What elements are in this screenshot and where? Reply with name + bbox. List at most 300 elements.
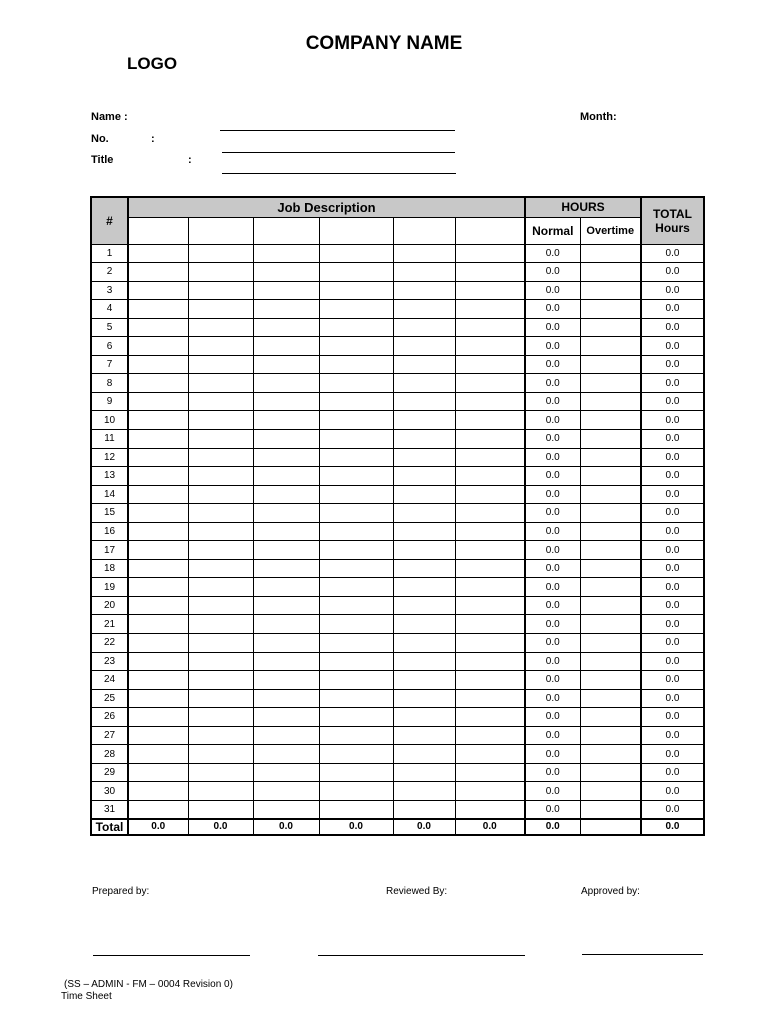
job-cell-4[interactable] [319,615,393,634]
job-cell-5[interactable] [393,281,455,300]
job-cell-2[interactable] [188,467,253,486]
job-col-4-header[interactable] [319,217,393,244]
overtime-hours-cell[interactable] [580,411,641,430]
job-cell-5[interactable] [393,485,455,504]
row-number: 20 [91,596,128,615]
overtime-hours-cell[interactable] [580,300,641,319]
name-field-line[interactable] [220,130,455,131]
table-row [91,763,704,782]
job-cell-1[interactable] [128,615,188,634]
job-cell-4[interactable] [319,633,393,652]
job-cell-4[interactable] [319,541,393,560]
job-cell-5[interactable] [393,652,455,671]
job-cell-5[interactable] [393,411,455,430]
normal-hours-cell[interactable]: 0.0 [525,541,580,560]
job-cell-3[interactable] [253,726,319,745]
overtime-hours-cell[interactable] [580,708,641,727]
job-cell-2[interactable] [188,745,253,764]
table-row [91,578,704,597]
normal-hours-cell[interactable]: 0.0 [525,374,580,393]
job-cell-3[interactable] [253,708,319,727]
overtime-hours-cell[interactable] [580,800,641,819]
job-cell-1[interactable] [128,671,188,690]
job-cell-2[interactable] [188,300,253,319]
overtime-hours-cell[interactable] [580,726,641,745]
job-cell-1[interactable] [128,726,188,745]
job-cell-3[interactable] [253,281,319,300]
job-cell-6[interactable] [455,429,525,448]
table-row [91,689,704,708]
overtime-hours-cell[interactable] [580,318,641,337]
job-cell-4[interactable] [319,559,393,578]
total-hours-cell: 0.0 [641,522,704,541]
normal-hours-cell[interactable]: 0.0 [525,263,580,282]
overtime-hours-cell[interactable] [580,689,641,708]
job-cell-1[interactable] [128,652,188,671]
normal-hours-cell[interactable]: 0.0 [525,300,580,319]
job-cell-2[interactable] [188,559,253,578]
job-cell-1[interactable] [128,708,188,727]
normal-hours-cell[interactable]: 0.0 [525,726,580,745]
overtime-hours-cell[interactable] [580,522,641,541]
job-description-header: Job Description [128,197,525,217]
overtime-hours-cell[interactable] [580,578,641,597]
job-cell-3[interactable] [253,745,319,764]
job-cell-5[interactable] [393,726,455,745]
job-cell-3[interactable] [253,429,319,448]
job-cell-5[interactable] [393,337,455,356]
job-cell-3[interactable] [253,596,319,615]
job-cell-2[interactable] [188,411,253,430]
job-cell-4[interactable] [319,429,393,448]
job-cell-2[interactable] [188,281,253,300]
job-cell-4[interactable] [319,596,393,615]
table-row [91,504,704,523]
row-number: 3 [91,281,128,300]
job-cell-1[interactable] [128,374,188,393]
job-cell-1[interactable] [128,300,188,319]
job-cell-3[interactable] [253,800,319,819]
overtime-hours-cell[interactable] [580,763,641,782]
job-cell-2[interactable] [188,263,253,282]
job-cell-1[interactable] [128,318,188,337]
normal-hours-cell[interactable]: 0.0 [525,355,580,374]
row-number: 24 [91,671,128,690]
job-cell-3[interactable] [253,392,319,411]
normal-hours-cell[interactable]: 0.0 [525,578,580,597]
row-number: 15 [91,504,128,523]
job-cell-2[interactable] [188,708,253,727]
title-colon: : [188,154,192,166]
job-cell-5[interactable] [393,244,455,263]
normal-hours-cell[interactable]: 0.0 [525,671,580,690]
overtime-hours-cell[interactable] [580,541,641,560]
job-cell-4[interactable] [319,244,393,263]
job-cell-4[interactable] [319,578,393,597]
overtime-hours-cell[interactable] [580,782,641,801]
job-cell-4[interactable] [319,726,393,745]
job-cell-1[interactable] [128,596,188,615]
table-row [91,318,704,337]
job-cell-4[interactable] [319,763,393,782]
job-cell-3[interactable] [253,763,319,782]
job-cell-3[interactable] [253,374,319,393]
normal-hours-cell[interactable]: 0.0 [525,411,580,430]
job-cell-3[interactable] [253,541,319,560]
job-cell-1[interactable] [128,281,188,300]
job-cell-2[interactable] [188,596,253,615]
job-cell-3[interactable] [253,263,319,282]
normal-hours-cell[interactable]: 0.0 [525,337,580,356]
overtime-hours-cell[interactable] [580,374,641,393]
normal-hours-cell[interactable]: 0.0 [525,763,580,782]
prepared-by-signature-line[interactable] [93,955,250,956]
row-number: 25 [91,689,128,708]
job-cell-6[interactable] [455,355,525,374]
no-colon: : [151,133,155,145]
total-overtime [580,819,641,835]
job-cell-1[interactable] [128,559,188,578]
job-cell-1[interactable] [128,504,188,523]
job-cell-1[interactable] [128,763,188,782]
overtime-hours-cell[interactable] [580,485,641,504]
job-cell-3[interactable] [253,448,319,467]
job-cell-6[interactable] [455,318,525,337]
job-cell-2[interactable] [188,318,253,337]
job-cell-6[interactable] [455,745,525,764]
job-cell-6[interactable] [455,411,525,430]
job-cell-6[interactable] [455,578,525,597]
normal-hours-cell[interactable]: 0.0 [525,429,580,448]
job-cell-6[interactable] [455,244,525,263]
job-cell-4[interactable] [319,411,393,430]
overtime-hours-cell[interactable] [580,448,641,467]
job-cell-5[interactable] [393,782,455,801]
normal-hours-cell[interactable]: 0.0 [525,559,580,578]
job-cell-5[interactable] [393,559,455,578]
job-cell-2[interactable] [188,800,253,819]
job-cell-1[interactable] [128,467,188,486]
overtime-hours-cell[interactable] [580,596,641,615]
total-job-col-2: 0.0 [188,819,253,835]
job-cell-5[interactable] [393,374,455,393]
total-hours-cell: 0.0 [641,411,704,430]
job-cell-3[interactable] [253,615,319,634]
job-cell-6[interactable] [455,615,525,634]
job-cell-1[interactable] [128,689,188,708]
overtime-hours-cell[interactable] [580,652,641,671]
job-cell-4[interactable] [319,522,393,541]
normal-hours-cell[interactable]: 0.0 [525,596,580,615]
total-hours-cell: 0.0 [641,429,704,448]
job-cell-5[interactable] [393,263,455,282]
job-cell-5[interactable] [393,800,455,819]
overtime-hours-cell[interactable] [580,745,641,764]
normal-hours-cell[interactable]: 0.0 [525,615,580,634]
job-cell-1[interactable] [128,485,188,504]
job-cell-2[interactable] [188,504,253,523]
job-cell-5[interactable] [393,541,455,560]
job-cell-5[interactable] [393,392,455,411]
job-cell-5[interactable] [393,355,455,374]
job-cell-2[interactable] [188,615,253,634]
overtime-hours-cell[interactable] [580,355,641,374]
job-cell-1[interactable] [128,392,188,411]
job-cell-5[interactable] [393,504,455,523]
job-cell-1[interactable] [128,263,188,282]
job-cell-1[interactable] [128,633,188,652]
job-cell-6[interactable] [455,800,525,819]
job-cell-6[interactable] [455,541,525,560]
job-cell-6[interactable] [455,671,525,690]
row-number: 10 [91,411,128,430]
normal-hours-cell[interactable]: 0.0 [525,745,580,764]
job-cell-2[interactable] [188,652,253,671]
job-cell-6[interactable] [455,689,525,708]
total-hours-cell: 0.0 [641,800,704,819]
no-field-line[interactable] [222,152,455,153]
job-cell-6[interactable] [455,596,525,615]
job-cell-2[interactable] [188,578,253,597]
job-cell-4[interactable] [319,504,393,523]
job-cell-6[interactable] [455,300,525,319]
job-cell-5[interactable] [393,745,455,764]
job-cell-4[interactable] [319,355,393,374]
normal-hours-cell[interactable]: 0.0 [525,782,580,801]
job-cell-3[interactable] [253,467,319,486]
normal-hours-cell[interactable]: 0.0 [525,392,580,411]
job-cell-5[interactable] [393,467,455,486]
job-cell-2[interactable] [188,763,253,782]
job-cell-3[interactable] [253,522,319,541]
job-col-6-header[interactable] [455,217,525,244]
job-cell-2[interactable] [188,429,253,448]
job-cell-1[interactable] [128,411,188,430]
job-cell-1[interactable] [128,355,188,374]
normal-hours-cell[interactable]: 0.0 [525,467,580,486]
job-cell-4[interactable] [319,800,393,819]
job-cell-6[interactable] [455,467,525,486]
overtime-hours-cell[interactable] [580,281,641,300]
job-cell-2[interactable] [188,782,253,801]
job-cell-3[interactable] [253,300,319,319]
job-cell-3[interactable] [253,244,319,263]
job-cell-4[interactable] [319,689,393,708]
job-cell-3[interactable] [253,318,319,337]
row-number: 22 [91,633,128,652]
reviewed-by-signature-line[interactable] [318,955,525,956]
job-cell-1[interactable] [128,782,188,801]
job-cell-5[interactable] [393,300,455,319]
approved-by-label: Approved by: [581,886,640,897]
job-cell-2[interactable] [188,671,253,690]
total-hours-cell: 0.0 [641,578,704,597]
job-cell-5[interactable] [393,429,455,448]
job-col-5-header[interactable] [393,217,455,244]
normal-hours-cell[interactable]: 0.0 [525,522,580,541]
job-cell-2[interactable] [188,689,253,708]
job-cell-5[interactable] [393,448,455,467]
job-col-3-header[interactable] [253,217,319,244]
job-cell-4[interactable] [319,263,393,282]
row-number: 12 [91,448,128,467]
normal-hours-cell[interactable]: 0.0 [525,633,580,652]
job-cell-3[interactable] [253,671,319,690]
job-cell-1[interactable] [128,522,188,541]
job-cell-1[interactable] [128,541,188,560]
job-col-2-header[interactable] [188,217,253,244]
job-cell-2[interactable] [188,541,253,560]
job-cell-3[interactable] [253,485,319,504]
job-cell-1[interactable] [128,800,188,819]
job-cell-2[interactable] [188,355,253,374]
overtime-hours-cell[interactable] [580,337,641,356]
overtime-hours-cell[interactable] [580,392,641,411]
job-cell-3[interactable] [253,633,319,652]
job-cell-6[interactable] [455,522,525,541]
normal-hours-cell[interactable]: 0.0 [525,281,580,300]
job-cell-2[interactable] [188,244,253,263]
job-cell-6[interactable] [455,263,525,282]
title-field-line[interactable] [222,173,456,174]
normal-hours-cell[interactable]: 0.0 [525,689,580,708]
row-number: 14 [91,485,128,504]
job-cell-4[interactable] [319,708,393,727]
overtime-hours-cell[interactable] [580,504,641,523]
job-cell-6[interactable] [455,763,525,782]
normal-hours-cell[interactable]: 0.0 [525,652,580,671]
job-cell-3[interactable] [253,652,319,671]
normal-hours-cell[interactable]: 0.0 [525,318,580,337]
job-cell-6[interactable] [455,448,525,467]
job-cell-5[interactable] [393,578,455,597]
job-cell-4[interactable] [319,745,393,764]
job-cell-4[interactable] [319,281,393,300]
approved-by-signature-line[interactable] [582,954,703,955]
table-body [91,244,704,819]
job-cell-5[interactable] [393,318,455,337]
job-cell-5[interactable] [393,763,455,782]
row-number: 18 [91,559,128,578]
normal-hours-cell[interactable]: 0.0 [525,504,580,523]
job-cell-6[interactable] [455,708,525,727]
job-cell-4[interactable] [319,652,393,671]
job-cell-5[interactable] [393,671,455,690]
job-cell-6[interactable] [455,281,525,300]
total-label: Total [91,819,128,835]
normal-hours-cell[interactable]: 0.0 [525,800,580,819]
overtime-hours-cell[interactable] [580,633,641,652]
job-cell-6[interactable] [455,374,525,393]
job-cell-6[interactable] [455,392,525,411]
job-cell-5[interactable] [393,633,455,652]
job-cell-2[interactable] [188,726,253,745]
job-cell-2[interactable] [188,374,253,393]
job-cell-4[interactable] [319,485,393,504]
job-cell-4[interactable] [319,318,393,337]
table-row [91,244,704,263]
job-cell-6[interactable] [455,559,525,578]
total-hours-cell: 0.0 [641,559,704,578]
row-number: 26 [91,708,128,727]
job-cell-6[interactable] [455,782,525,801]
job-cell-1[interactable] [128,745,188,764]
overtime-hours-cell[interactable] [580,671,641,690]
job-cell-4[interactable] [319,337,393,356]
job-cell-2[interactable] [188,522,253,541]
normal-hours-cell[interactable]: 0.0 [525,244,580,263]
job-cell-6[interactable] [455,485,525,504]
job-cell-6[interactable] [455,726,525,745]
row-number: 4 [91,300,128,319]
job-cell-3[interactable] [253,689,319,708]
job-cell-6[interactable] [455,633,525,652]
job-cell-6[interactable] [455,504,525,523]
job-cell-4[interactable] [319,448,393,467]
overtime-hours-cell[interactable] [580,615,641,634]
job-cell-3[interactable] [253,782,319,801]
job-cell-5[interactable] [393,708,455,727]
job-cell-3[interactable] [253,578,319,597]
job-cell-1[interactable] [128,578,188,597]
job-cell-5[interactable] [393,689,455,708]
job-cell-4[interactable] [319,671,393,690]
job-cell-2[interactable] [188,448,253,467]
job-cell-1[interactable] [128,337,188,356]
job-cell-6[interactable] [455,652,525,671]
job-cell-2[interactable] [188,633,253,652]
job-cell-3[interactable] [253,411,319,430]
row-number: 29 [91,763,128,782]
job-cell-5[interactable] [393,522,455,541]
job-cell-1[interactable] [128,244,188,263]
job-cell-3[interactable] [253,355,319,374]
job-cell-2[interactable] [188,485,253,504]
job-cell-6[interactable] [455,337,525,356]
total-hours-cell: 0.0 [641,633,704,652]
job-cell-1[interactable] [128,429,188,448]
job-col-1-header[interactable] [128,217,188,244]
job-cell-2[interactable] [188,337,253,356]
job-cell-4[interactable] [319,374,393,393]
overtime-hours-cell[interactable] [580,559,641,578]
job-cell-3[interactable] [253,337,319,356]
job-cell-4[interactable] [319,467,393,486]
job-cell-4[interactable] [319,300,393,319]
job-cell-5[interactable] [393,596,455,615]
job-cell-3[interactable] [253,504,319,523]
overtime-hours-cell[interactable] [580,263,641,282]
overtime-hours-cell[interactable] [580,244,641,263]
job-cell-3[interactable] [253,559,319,578]
normal-hours-cell[interactable]: 0.0 [525,485,580,504]
total-hours-cell: 0.0 [641,467,704,486]
total-hours-cell: 0.0 [641,318,704,337]
normal-hours-cell[interactable]: 0.0 [525,708,580,727]
normal-hours-cell[interactable]: 0.0 [525,448,580,467]
table-row [91,782,704,801]
total-total-hours: 0.0 [641,819,704,835]
overtime-hours-cell[interactable] [580,467,641,486]
job-cell-2[interactable] [188,392,253,411]
job-cell-4[interactable] [319,392,393,411]
overtime-hours-cell[interactable] [580,429,641,448]
job-cell-4[interactable] [319,782,393,801]
job-cell-5[interactable] [393,615,455,634]
total-job-col-4: 0.0 [319,819,393,835]
job-cell-1[interactable] [128,448,188,467]
table-row [91,263,704,282]
